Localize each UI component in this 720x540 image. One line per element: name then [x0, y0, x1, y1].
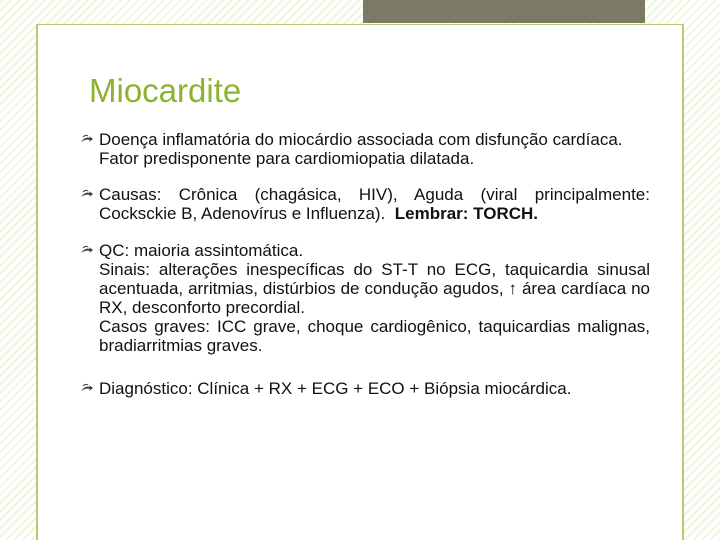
- bullet-bold-text: Lembrar: TORCH.: [394, 204, 539, 223]
- fleuron-arrow-icon: [80, 244, 94, 256]
- fleuron-arrow-icon: [80, 382, 94, 394]
- bullet-line: Diagnóstico: Clínica + RX + ECG + ECO + Biópsia miocárdica.: [99, 379, 572, 398]
- bullet-text: Causas: Crônica (chagásica, HIV), Aguda (viral principalmente: Cocksckie B, Adenovírus e Influenza).: [99, 185, 650, 223]
- bullet-line: Fator predisponente para cardiomiopatia dilatada.: [99, 149, 475, 168]
- bullet-item: [80, 130, 650, 168]
- bullet-line: QC: maioria assintomática.: [99, 241, 304, 260]
- bullet-list: [80, 130, 650, 398]
- bullet-item: [80, 379, 650, 398]
- fleuron-arrow-icon: [80, 133, 94, 145]
- slide-title: Miocardite: [89, 72, 242, 109]
- bullet-item: [80, 241, 650, 355]
- fleuron-arrow-icon: [80, 188, 94, 200]
- slide-top-tab: [363, 0, 645, 23]
- bullet-line: [99, 185, 650, 223]
- bullet-item: [80, 185, 650, 223]
- bullet-line: Doença inflamatória do miocárdio associada com disfunção cardíaca.: [99, 130, 623, 149]
- bullet-line: Casos graves: ICC grave, choque cardiogênico, taquicardias malignas, bradiarritmias graves.: [99, 317, 650, 355]
- bullet-line: Sinais: alterações inespecíficas do ST-T no ECG, taquicardia sinusal acentuada, arritmias, distúrbios de condução agudos, ↑ área cardíaca no RX, desconforto precordial.: [99, 260, 650, 317]
